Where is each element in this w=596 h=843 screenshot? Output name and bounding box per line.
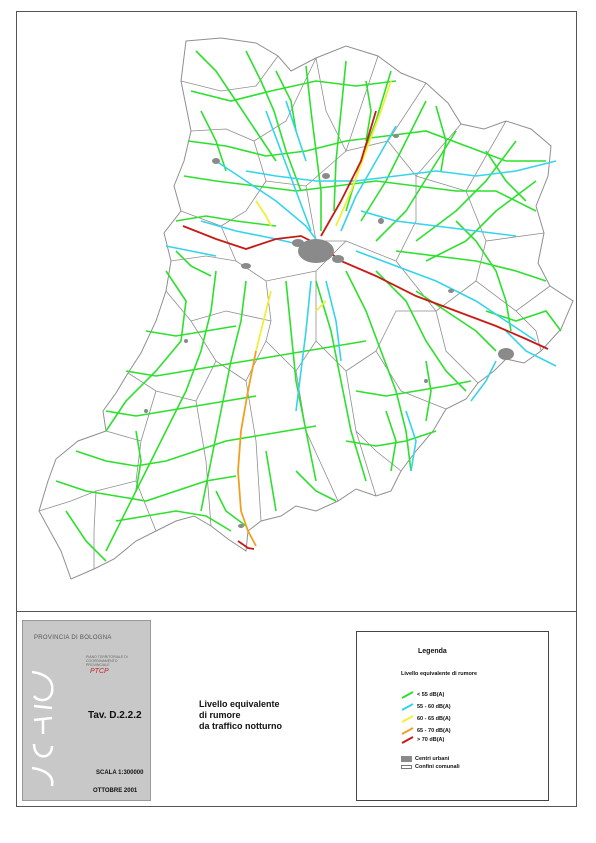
roads-class5 — [183, 111, 548, 549]
plan-acronym: PTCP — [90, 668, 109, 675]
map-area — [16, 11, 577, 611]
urban-centres — [144, 134, 514, 528]
map-scale: SCALA 1:300000 — [96, 770, 144, 776]
legend-swatch — [401, 691, 414, 699]
boundary-swatch — [401, 765, 412, 769]
legend-label: > 70 dB(A) — [417, 737, 445, 743]
legend-swatch — [401, 736, 414, 744]
plan-subtitle: PIANO TERRITORIALE DI COORDINAMENTO PROVINCIALE — [86, 655, 128, 667]
legend-box — [356, 631, 549, 801]
legend-heading: Legenda — [418, 648, 447, 655]
map-title-line1: Livello equivalente — [199, 699, 280, 709]
map-title-line2: di rumore — [199, 710, 241, 720]
legend-swatch — [401, 715, 414, 723]
legend-label: Centri urbani — [415, 756, 450, 762]
roads-class2 — [166, 101, 556, 471]
table-code: Tav. D.2.2.2 — [88, 710, 142, 721]
sheet-divider — [16, 611, 577, 612]
ptcp-logo-icon — [28, 668, 58, 792]
legend-label: 65 - 70 dB(A) — [417, 728, 451, 734]
legend-item-class2 — [401, 702, 451, 712]
legend-swatch — [401, 703, 414, 711]
legend-item-boundary — [401, 762, 460, 772]
legend-item-class1 — [401, 690, 444, 700]
legend-label: < 55 dB(A) — [417, 692, 445, 698]
legend-label: 55 - 60 dB(A) — [417, 704, 451, 710]
province-outline — [39, 38, 573, 579]
roads-class4 — [238, 351, 256, 546]
province-name: PROVINCIA DI BOLOGNA — [34, 635, 112, 641]
roads-class3 — [256, 81, 391, 351]
legend-subheading: Livello equivalente di rumore — [401, 671, 478, 677]
legend-label: 60 - 65 dB(A) — [417, 716, 451, 722]
legend-label: Confini comunali — [415, 764, 460, 770]
municipal-boundaries — [39, 56, 550, 569]
map-date: OTTOBRE 2001 — [93, 788, 138, 794]
map-title-line3: da traffico notturno — [199, 721, 282, 731]
legend-swatch — [401, 727, 414, 735]
legend-item-class5 — [401, 735, 444, 745]
legend-item-class3 — [401, 714, 451, 724]
noise-map — [16, 11, 577, 611]
map-title — [199, 699, 349, 732]
